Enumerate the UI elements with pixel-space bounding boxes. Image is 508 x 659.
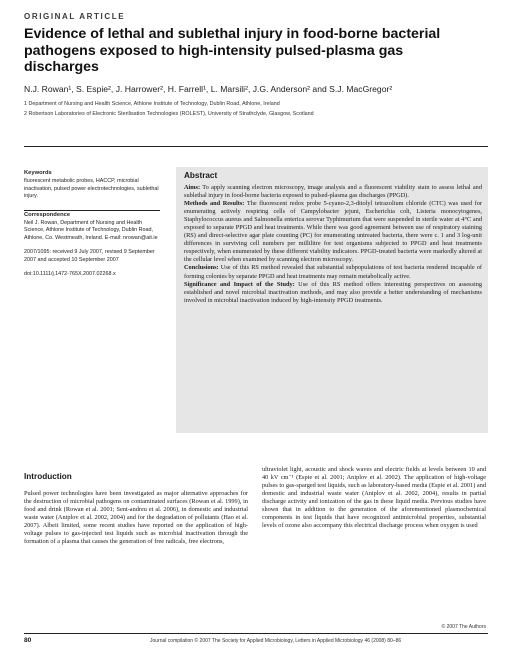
abstract-body — [184, 184, 482, 305]
correspondence-text: Neil J. Rowan, Department of Nursing and Health Science, Athlone Institute of Technology, Dublin Road, Athlone, Co. Westmeath, Ireland. E-mail: nrowan@ait.ie — [24, 220, 158, 241]
body-column-right: ultraviolet light, acoustic and shock waves and electric fields at levels between 10 and 40 kV cm⁻¹ (Espie et al. 2001; Aniplov et al. 2002). The application of high-voltage pulses to gas-sparged test liquids, such as laboratory-based media (Espie et al. 2001) and domestic and industrial waste water (Aniplov et al. 2002, 2004), results in partial discharge activity and ionization of the gas in these liquid media. Previous studies have shown that in addition to the generation of the aforementioned plasmochemical components in test liquids that have recognized antimicrobial properties, substantial levels of ozone also accompany this electrical discharge process when oxygen is used — [262, 466, 486, 529]
footer-divider — [24, 633, 488, 634]
page-number: 80 — [24, 637, 32, 644]
article-sidebar — [24, 170, 164, 285]
keywords-heading: Keywords — [24, 170, 52, 176]
body-column-left: Pulsed power technologies have been investigated as major alternative approaches for the destruction of microbial pathogens on contaminated surfaces (Rowan et al. 1999), in food and drink (Rowan et al. 2001; Sent-andreu et al. 2006), in domestic and industrial waste water (Aniplov et al. 2002, 2004) and for the degradation of pollutants (Hao et al. 2007). Albeit limited, some recent studies have reported on the application of high-voltage pulses to gas-injected test liquids such as microbial inactivation through the formation of a plasma that causes the generation of free radicals, free electrons, — [24, 490, 248, 545]
journal-citation: Journal compilation © 2007 The Society for Applied Microbiology, Letters in Applied Microbiology 46 (2008) 80–86 — [150, 638, 402, 644]
correspondence-heading: Correspondence — [24, 211, 71, 218]
affiliation-2: 2 Robertson Laboratories of Electronic Sterilisation Technologies (ROLEST), University of Strathclyde, Glasgow, Scotland — [24, 111, 314, 117]
article-type-label: ORIGINAL ARTICLE — [24, 12, 126, 21]
article-doi[interactable]: doi:10.1111/j.1472-765X.2007.02268.x — [24, 271, 116, 278]
copyright-notice: © 2007 The Authors — [441, 624, 486, 630]
author-list: N.J. Rowan¹, S. Espie², J. Harrower², H. Farrell¹, L. Marsili², J.G. Anderson² and S.J. MacGregor² — [24, 84, 393, 94]
introduction-heading: Introduction — [24, 472, 72, 481]
abstract-conclusions: Conclusions: Use of this RS method revealed that substantial subpopulations of test bacteria rendered incapable of forming colonies by separate PPGD and heat treatments may remain metabolically active. — [184, 264, 483, 280]
article-title: Evidence of lethal and sublethal injury in food-borne bacterial pathogens exposed to high-intensity pulsed-plasma gas discharges — [24, 26, 441, 75]
abstract-methods: Methods and Results: The fluorescent redox probe 5-cyano-2,3-ditolyl tetrazolium chloride (CTC) was used for enumerating actively respiring cells of Campylobacter jejuni, Escherichia coli, Listeria monocytogenes, Staphylococcus aureus and Salmonella enterica serovar Typhimurium that were suspended in sterile water at 4°C and exposed to separate PPGD and heat treatments. While there was good agreement between use of respiratory staining (RS) and direct-selective agar plate counting (PC) for enumerating untreated bacteria, there were c. 1 and 3 log-unit differences in surviving cell numbers per millilitre for test organisms subjected to PPGD and heat treatments respectively, when enumerated by these different viability indicators. PPGD-treated bacteria were markedly altered at the cellular level when examined by scanning electron microscopy. — [184, 200, 483, 264]
header-divider — [24, 146, 488, 147]
keywords-text: fluorescent metabolic probes, HACCP, microbial inactivation, pulsed power electrotechnologies, sublethal injury. — [24, 178, 159, 200]
affiliation-1: 1 Department of Nursing and Health Science, Athlone Institute of Technology, Dublin Road, Athlone, Ireland — [24, 101, 280, 107]
abstract-aims: Aims: To apply scanning electron microscopy, image analysis and a fluorescent viability stain to assess lethal and sublethal injury in food-borne bacteria exposed to pulsed-plasma gas discharges (PPGD). — [184, 184, 482, 200]
abstract-heading: Abstract — [184, 171, 218, 180]
abstract-significance: Significance and Impact of the Study: Use of this RS method offers interesting perspectives on assessing established and novel microbial inactivation methods, and may also provide a better understanding of mechanisms involved in microbial inactivation induced by high-intensity PPGD treatments. — [184, 280, 483, 304]
article-dates: 2007/1095: received 9 July 2007, revised 9 September 2007 and accepted 10 September 2007 — [24, 249, 155, 263]
sidebar-divider — [24, 210, 160, 211]
